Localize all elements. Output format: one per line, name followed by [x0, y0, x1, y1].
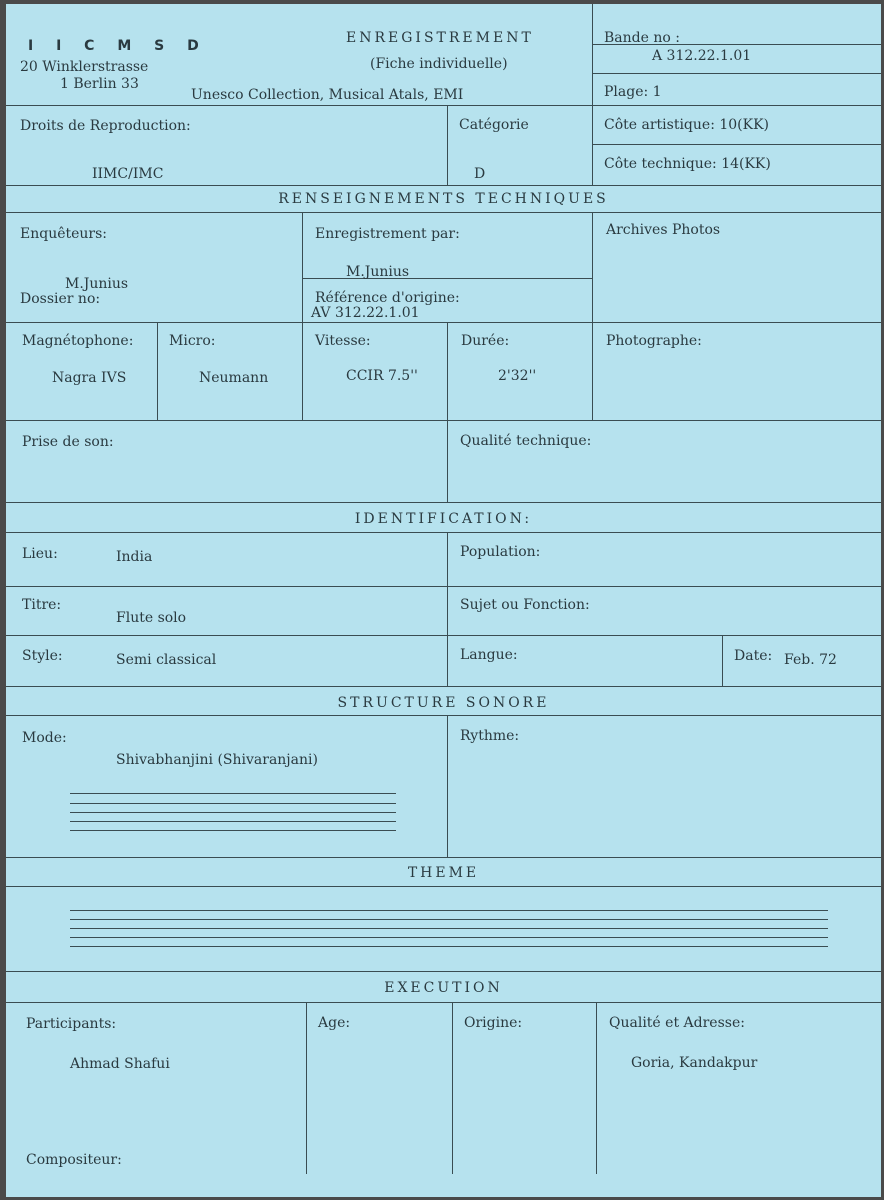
style-label: Style:	[22, 648, 63, 664]
music-staff-line	[70, 919, 828, 920]
music-staff-line	[70, 821, 396, 822]
vitesse-value: CCIR 7.5''	[346, 368, 418, 384]
divider	[6, 502, 881, 503]
archives-photos-label: Archives Photos	[606, 222, 721, 238]
enregistrement-value: M.Junius	[346, 264, 410, 280]
divider	[157, 322, 158, 420]
cote-technique: Côte technique: 14(KK)	[604, 156, 771, 172]
divider	[306, 1002, 307, 1174]
divider	[6, 635, 881, 636]
form-title: ENREGISTREMENT	[346, 30, 534, 46]
divider	[592, 73, 881, 74]
divider	[447, 420, 448, 502]
mode-label: Mode:	[22, 730, 67, 746]
lieu-label: Lieu:	[22, 546, 58, 562]
participants-label: Participants:	[26, 1016, 117, 1032]
section-title: THEME	[407, 865, 480, 881]
divider	[6, 857, 881, 858]
divider	[6, 886, 881, 887]
origine-label: Origine:	[464, 1015, 523, 1031]
compositeur-label: Compositeur:	[26, 1152, 122, 1168]
cote-artistique: Côte artistique: 10(KK)	[604, 117, 770, 133]
divider	[592, 4, 593, 185]
titre-label: Titre:	[22, 597, 62, 613]
bande-value: A 312.22.1.01	[652, 48, 752, 64]
divider	[452, 1002, 453, 1174]
magnetophone-value: Nagra IVS	[52, 370, 127, 386]
divider	[592, 212, 593, 420]
qualite-adresse-value: Goria, Kandakpur	[631, 1055, 758, 1071]
droits-value: IIMC/IMC	[92, 166, 164, 182]
divider	[447, 715, 448, 857]
divider	[6, 586, 881, 587]
lieu-value: India	[116, 549, 153, 565]
divider	[592, 144, 881, 145]
magnetophone-label: Magnétophone:	[22, 333, 134, 349]
qualite-adresse-label: Qualité et Adresse:	[609, 1015, 745, 1031]
section-title: STRUCTURE SONORE	[337, 695, 550, 711]
divider	[6, 686, 881, 687]
duree-label: Durée:	[461, 333, 510, 349]
plage-field: Plage: 1	[604, 84, 662, 100]
divider	[6, 105, 881, 106]
divider	[6, 212, 881, 213]
reference-label: Référence d'origine:	[315, 290, 460, 306]
divider	[6, 715, 881, 716]
institute-logo: I I C M S D	[28, 38, 208, 54]
divider	[6, 420, 881, 421]
sujet-label: Sujet ou Fonction:	[460, 597, 590, 613]
recording-card	[6, 4, 881, 1197]
reference-value: AV 312.22.1.01	[311, 305, 420, 321]
date-value: Feb. 72	[784, 652, 837, 668]
music-staff-line	[70, 946, 828, 947]
divider	[6, 532, 881, 533]
titre-value: Flute solo	[116, 610, 187, 626]
mode-value: Shivabhanjini (Shivaranjani)	[116, 752, 318, 768]
rythme-label: Rythme:	[460, 728, 520, 744]
photographe-label: Photographe:	[606, 333, 702, 349]
divider	[6, 971, 881, 972]
age-label: Age:	[318, 1015, 351, 1031]
micro-value: Neumann	[199, 370, 269, 386]
divider	[722, 635, 723, 686]
music-staff-line	[70, 793, 396, 794]
section-title: RENSEIGNEMENTS TECHNIQUES	[278, 191, 609, 207]
divider	[6, 1002, 881, 1003]
bande-label: Bande no :	[604, 30, 680, 46]
music-staff-line	[70, 937, 828, 938]
collection-name: Unesco Collection, Musical Atals, EMI	[191, 87, 464, 103]
section-title: EXECUTION	[384, 980, 503, 996]
divider	[447, 105, 448, 185]
section-title: IDENTIFICATION:	[354, 511, 533, 527]
enregistrement-label: Enregistrement par:	[315, 226, 460, 242]
population-label: Population:	[460, 544, 541, 560]
music-staff-line	[70, 910, 828, 911]
date-label: Date:	[734, 648, 773, 664]
divider	[447, 322, 448, 420]
vitesse-label: Vitesse:	[315, 333, 371, 349]
duree-value: 2'32''	[498, 368, 537, 384]
divider	[596, 1002, 597, 1174]
prise-de-son-label: Prise de son:	[22, 434, 114, 450]
address-line: 20 Winklerstrasse	[20, 59, 149, 75]
music-staff-line	[70, 803, 396, 804]
langue-label: Langue:	[460, 647, 518, 663]
categorie-value: D	[474, 166, 486, 182]
form-subtitle: (Fiche individuelle)	[370, 56, 508, 72]
address-line: 1 Berlin 33	[60, 76, 139, 92]
enqueteurs-label: Enquêteurs:	[20, 226, 108, 242]
categorie-label: Catégorie	[459, 117, 529, 133]
music-staff-line	[70, 812, 396, 813]
dossier-label: Dossier no:	[20, 291, 101, 307]
divider	[6, 322, 881, 323]
micro-label: Micro:	[169, 333, 216, 349]
divider	[302, 212, 303, 420]
music-staff-line	[70, 830, 396, 831]
qualite-technique-label: Qualité technique:	[460, 433, 592, 449]
enqueteurs-value: M.Junius	[65, 276, 129, 292]
music-staff-line	[70, 928, 828, 929]
droits-label: Droits de Reproduction:	[20, 118, 191, 134]
divider	[6, 185, 881, 186]
divider	[447, 532, 448, 686]
participants-value: Ahmad Shafui	[70, 1056, 170, 1072]
style-value: Semi classical	[116, 652, 217, 668]
